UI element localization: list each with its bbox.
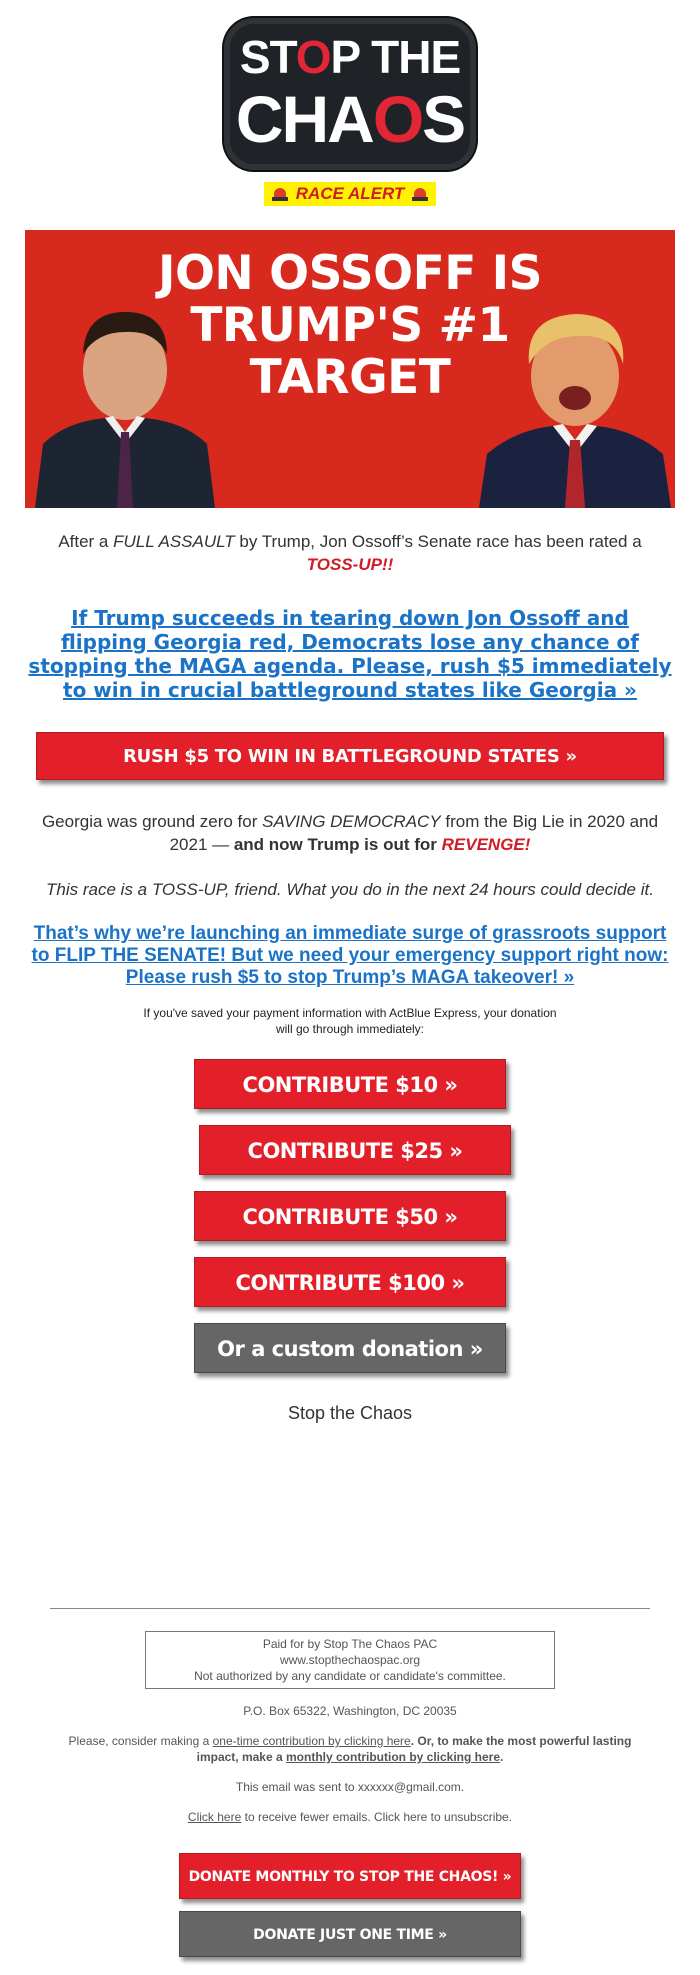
toss-up-label: TOSS-UP!! — [306, 555, 394, 574]
contribute-25-button[interactable]: CONTRIBUTE $25 » — [199, 1125, 511, 1175]
stop-the-chaos-logo — [224, 18, 476, 170]
footer-divider — [50, 1608, 650, 1609]
mailing-address: P.O. Box 65322, Washington, DC 20035 — [243, 1704, 457, 1718]
donate-monthly-button[interactable]: DONATE MONTHLY TO STOP THE CHAOS! » — [179, 1853, 521, 1899]
actblue-note: If you've saved your payment information with ActBlue Express, your donation will go through immediately: — [143, 1006, 557, 1036]
contribution-buttons — [0, 1059, 700, 1389]
logo-line-1: STOP THE — [239, 31, 461, 83]
email-preferences-text: Click here to receive fewer emails. Click here to unsubscribe. — [187, 1810, 513, 1824]
custom-donation-button[interactable]: Or a custom donation » — [194, 1323, 506, 1373]
race-alert-badge: RACE ALERT — [264, 182, 437, 206]
capitol-icon: O — [372, 82, 423, 156]
surge-donate-link[interactable]: That’s why we’re launching an immediate surge of grassroots support to FLIP THE SENATE! But we need your emergency support right now: Please rush $5 to stop Trump’s MAGA takeover! » — [31, 923, 669, 988]
donate-headline-link[interactable]: If Trump succeeds in tearing down Jon Ossoff and flipping Georgia red, Democrats lose any chance of stopping the MAGA agenda. Please, rush $5 immediately to win in crucial battleground states like Georgia » — [28, 606, 672, 702]
siren-icon — [412, 187, 428, 201]
hero-banner[interactable] — [25, 230, 675, 508]
trump-portrait — [475, 294, 675, 508]
hero-title: JON OSSOFF IS TRUMP'S #1 TARGET — [157, 246, 543, 405]
fewer-emails-link[interactable]: Click here — [187, 1810, 242, 1824]
logo-container — [0, 0, 700, 182]
race-alert-row — [0, 182, 700, 230]
contribute-10-button[interactable]: CONTRIBUTE $10 » — [194, 1059, 506, 1109]
contribute-50-button[interactable]: CONTRIBUTE $50 » — [194, 1191, 506, 1241]
monthly-contribution-link[interactable]: monthly contribution by clicking here — [286, 1750, 501, 1764]
intro-paragraph: After a FULL ASSAULT by Trump, Jon Ossoff’s Senate race has been rated a TOSS-UP!! — [58, 532, 642, 574]
sent-to-text: This email was sent to xxxxxx@gmail.com. — [235, 1780, 465, 1794]
contribution-options-text: Please, consider making a one-time contribution by clicking here. Or, to make the most powerful lasting impact, make a monthly contribution by clicking here. — [68, 1734, 632, 1764]
siren-icon — [272, 187, 288, 201]
no-sign-icon: O — [295, 31, 331, 83]
logo-line-2: CHAOS — [235, 82, 465, 156]
signature: Stop the Chaos — [287, 1403, 413, 1423]
georgia-paragraph: Georgia was ground zero for SAVING DEMOCRACY from the Big Lie in 2020 and 2021 — and now Trump is out for REVENGE! — [41, 812, 659, 854]
contribute-100-button[interactable]: CONTRIBUTE $100 » — [194, 1257, 506, 1307]
one-time-contribution-link[interactable]: one-time contribution by clicking here — [212, 1734, 411, 1748]
donate-one-time-button[interactable]: DONATE JUST ONE TIME » — [179, 1911, 521, 1957]
rush-5-button[interactable]: RUSH $5 TO WIN IN BATTLEGROUND STATES » — [36, 732, 664, 780]
paid-for-box: Paid for by Stop The Chaos PAC www.stopthechaospac.org Not authorized by any candidate or candidate's committee. — [145, 1631, 555, 1689]
toss-up-paragraph: This race is a TOSS-UP, friend. What you do in the next 24 hours could decide it. — [46, 880, 654, 899]
